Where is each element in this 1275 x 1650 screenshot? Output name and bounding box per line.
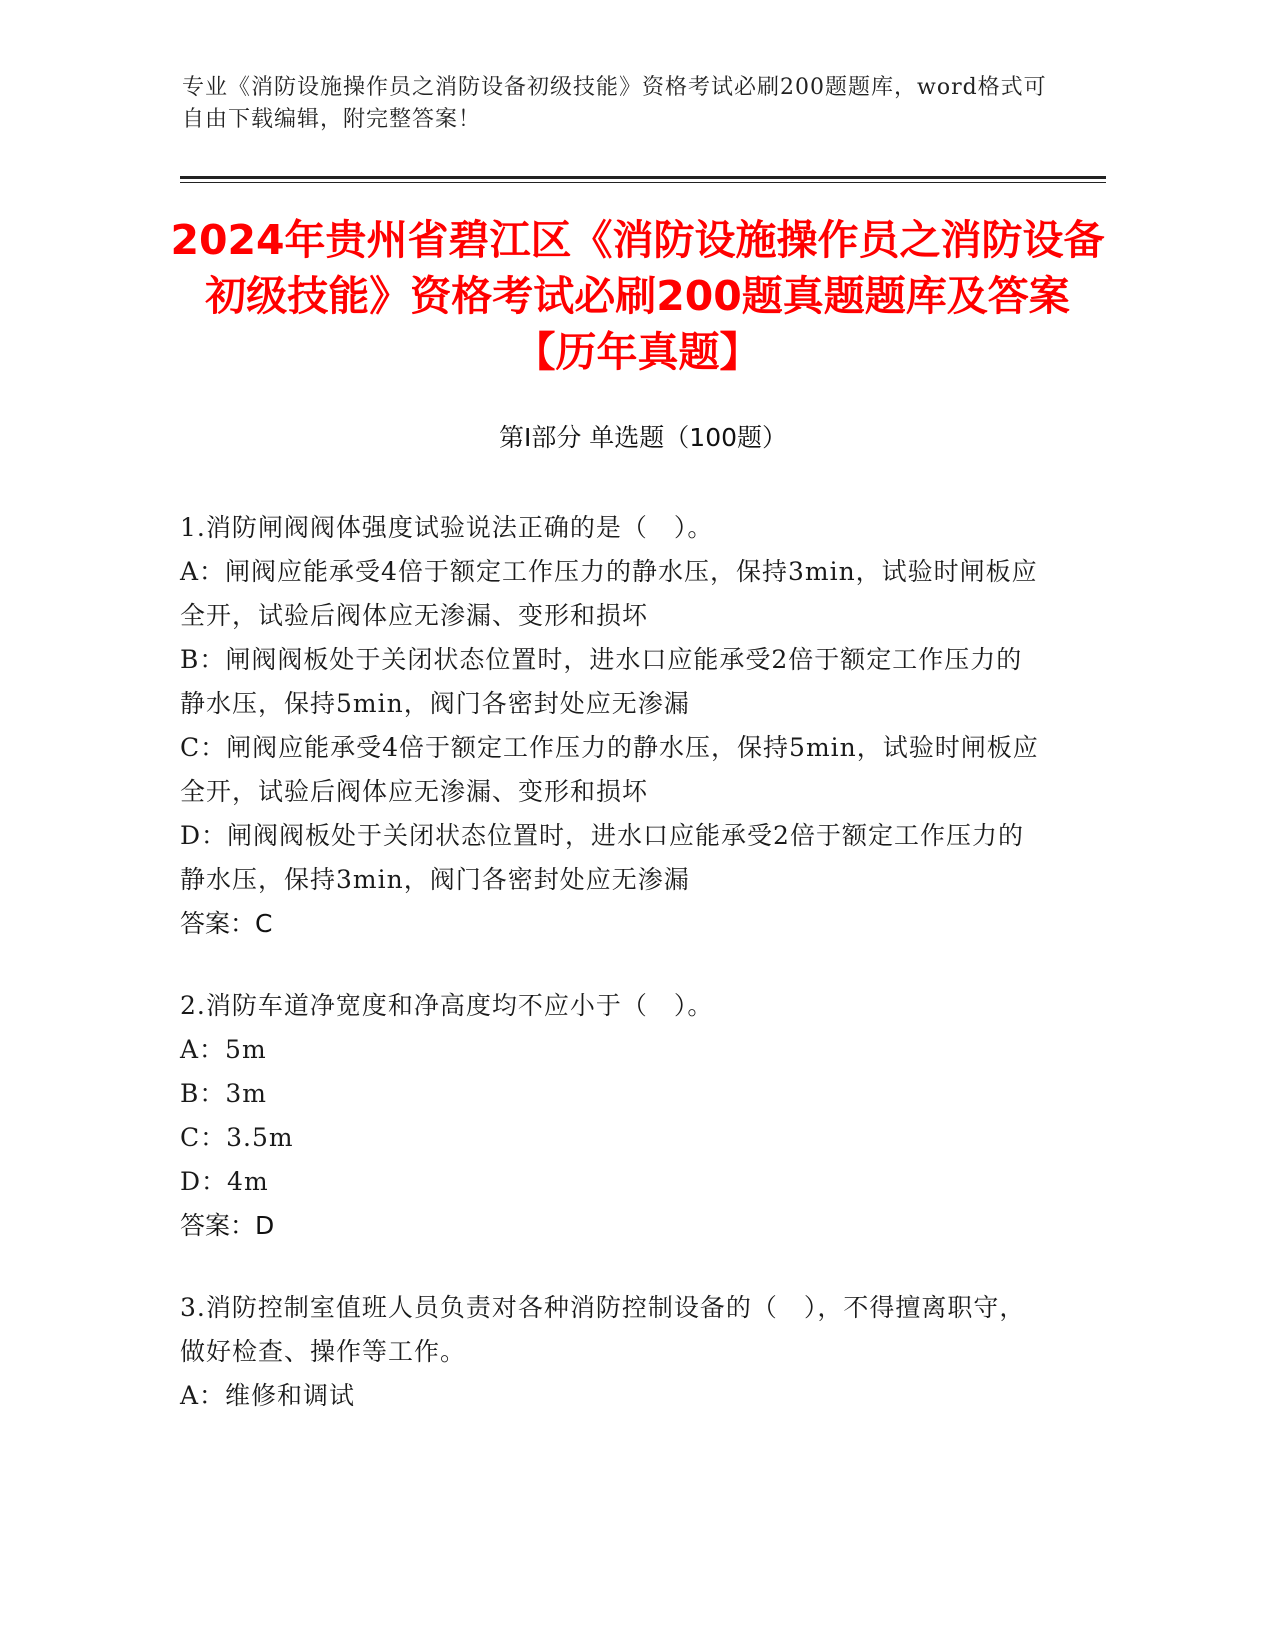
option-b: B：3m (180, 1079, 267, 1108)
question-stem: 3.消防控制室值班人员负责对各种消防控制设备的（ ），不得擅离职守，做好检查、操作等工作。 (180, 1293, 1026, 1366)
question-1 (180, 506, 1040, 946)
section-title: 第I部分 单选题（100题） (498, 423, 788, 452)
option-c: C：3.5m (180, 1123, 294, 1152)
question-2 (180, 984, 1040, 1248)
option-b: B：闸阀阀板处于关闭状态位置时，进水口应能承受2倍于额定工作压力的静水压，保持5min，阀门各密封处应无渗漏 (180, 645, 1023, 718)
option-a: A：闸阀应能承受4倍于额定工作压力的静水压，保持3min，试验时闸板应全开，试验后阀体应无渗漏、变形和损坏 (180, 557, 1038, 630)
option-d: D：4m (180, 1167, 269, 1196)
header-rule-thick (180, 176, 1106, 179)
question-3 (180, 1286, 1040, 1418)
option-c: C：闸阀应能承受4倍于额定工作压力的静水压，保持5min，试验时闸板应全开，试验后阀体应无渗漏、变形和损坏 (180, 733, 1039, 806)
header-note: 专业《消防设施操作员之消防设备初级技能》资格考试必刷200题题库，word格式可自由下载编辑，附完整答案！ (182, 75, 1047, 132)
answer: 答案：D (180, 1211, 275, 1240)
option-a: A：维修和调试 (180, 1381, 356, 1410)
question-stem: 2.消防车道净宽度和净高度均不应小于（ ）。 (180, 991, 714, 1020)
answer: 答案：C (180, 909, 273, 938)
option-d: D：闸阀阀板处于关闭状态位置时，进水口应能承受2倍于额定工作压力的静水压，保持3min，阀门各密封处应无渗漏 (180, 821, 1024, 894)
question-list (180, 506, 1040, 1456)
header-rule-thin (180, 182, 1106, 183)
document-title: 2024年贵州省碧江区《消防设施操作员之消防设备初级技能》资格考试必刷200题真题题库及答案【历年真题】 (170, 216, 1105, 376)
option-a: A：5m (180, 1035, 267, 1064)
question-stem: 1.消防闸阀阀体强度试验说法正确的是（ ）。 (180, 513, 714, 542)
